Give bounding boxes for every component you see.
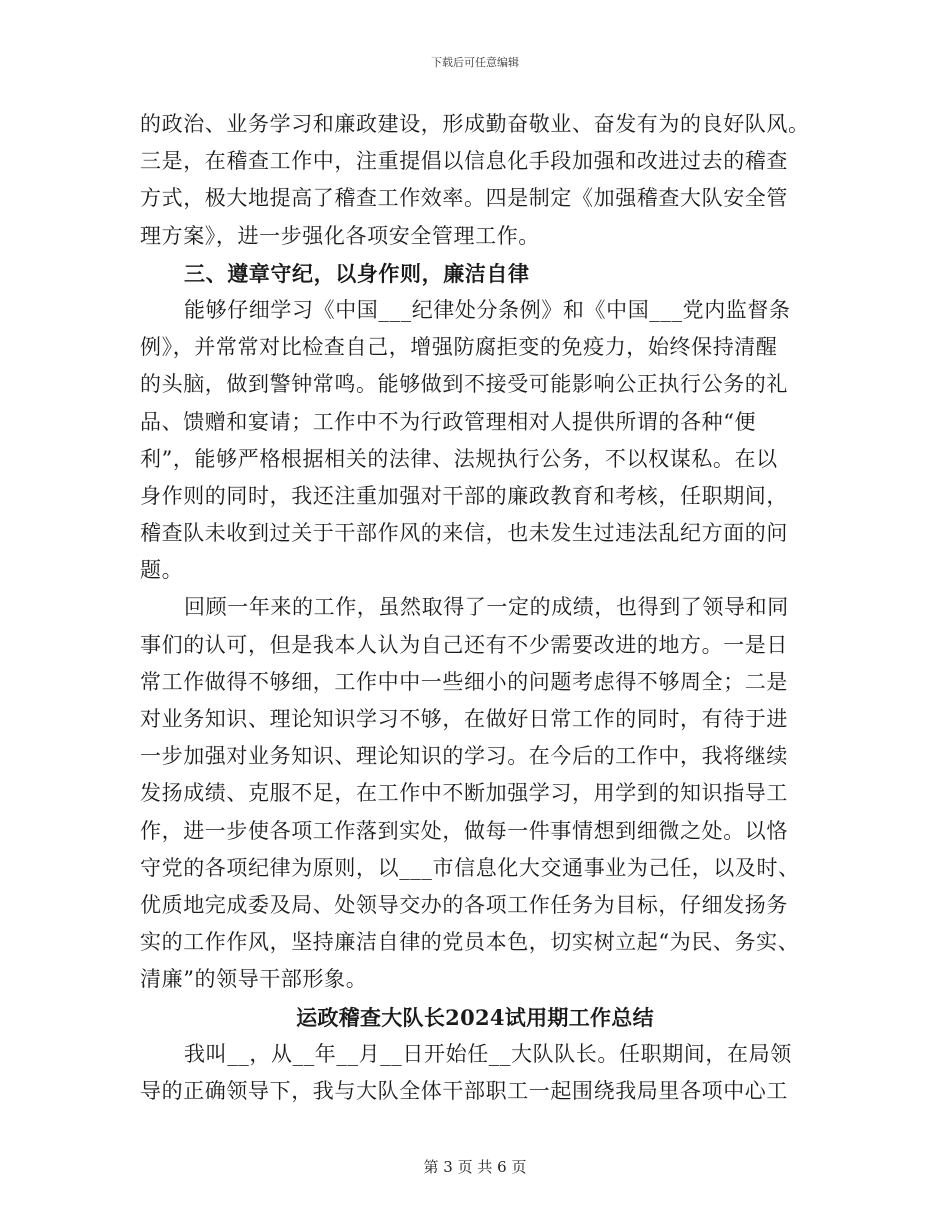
body-line: 作，进一步使各项工作落到实处，做每一件事情想到细微之处。以恪 (140, 818, 788, 843)
body-line: 一步加强对业务知识、理论知识的学习。在今后的工作中，我将继续 (140, 744, 788, 769)
body-line: 题。 (140, 558, 184, 583)
body-line: 导的正确领导下，我与大队全体干部职工一起围绕我局里各项中心工 (140, 1078, 788, 1103)
body-line: 实的工作作风，坚持廉洁自律的党员本色，切实树立起“为民、务实、 (140, 930, 800, 955)
body-line: 品、馈赠和宴请；工作中不为行政管理相对人提供所谓的各种“便 (140, 409, 757, 434)
body-line: 我叫__，从__年__月__日开始任__大队队长。任职期间，在局领 (184, 1041, 792, 1066)
document-title: 运政稽查大队长2024试用期工作总结 (296, 1004, 654, 1030)
body-line: 理方案》，进一步强化各项安全管理工作。 (140, 223, 540, 248)
body-line: 事们的认可，但是我本人认为自己还有不少需要改进的地方。一是日 (140, 632, 788, 657)
body-line: 清廉”的领导干部形象。 (140, 967, 368, 992)
body-line: 的头脑，做到警钟常鸣。能够做到不接受可能影响公正执行公务的礼 (140, 372, 788, 397)
body-line: 守党的各项纪律为原则，以___市信息化大交通事业为己任，以及时、 (140, 855, 800, 880)
body-line: 三是，在稽查工作中，注重提倡以信息化手段加强和改进过去的稽查 (140, 149, 788, 174)
document-body (140, 106, 810, 1110)
body-line: 优质地完成委及局、处领导交办的各项工作任务为目标，仔细发扬务 (140, 892, 788, 917)
section-heading: 三、遵章守纪，以身作则，廉洁自律 (184, 260, 530, 286)
page-number: 第 3 页 共 6 页 (423, 1158, 527, 1176)
body-line: 能够仔细学习《中国___纪律处分条例》和《中国___党内监督条 (184, 297, 791, 322)
body-line: 的政治、业务学习和廉政建设，形成勤奋敬业、奋发有为的良好队风。 (140, 112, 810, 136)
body-line: 对业务知识、理论知识学习不够，在做好日常工作的同时，有待于进 (140, 707, 788, 731)
body-line: 发扬成绩、克服不足，在工作中不断加强学习，用学到的知识指导工 (140, 781, 788, 806)
body-line: 常工作做得不够细，工作中中一些细小的问题考虑得不够周全；二是 (140, 669, 788, 694)
body-line: 稽查队未收到过关于干部作风的来信，也未发生过违法乱纪方面的问 (140, 521, 788, 546)
page-header-note: 下载后可任意编辑 (431, 56, 519, 69)
body-line: 身作则的同时，我还注重加强对干部的廉政教育和考核，任职期间， (140, 483, 788, 508)
body-line: 回顾一年来的工作，虽然取得了一定的成绩，也得到了领导和同 (184, 595, 789, 620)
body-line: 利”，能够严格根据相关的法律、法规执行公务，不以权谋私。在以 (140, 446, 778, 471)
body-line: 例》，并常常对比检查自己，增强防腐拒变的免疫力，始终保持清醒 (140, 335, 778, 360)
body-line: 方式，极大地提高了稽查工作效率。四是制定《加强稽查大队安全管 (140, 186, 788, 211)
